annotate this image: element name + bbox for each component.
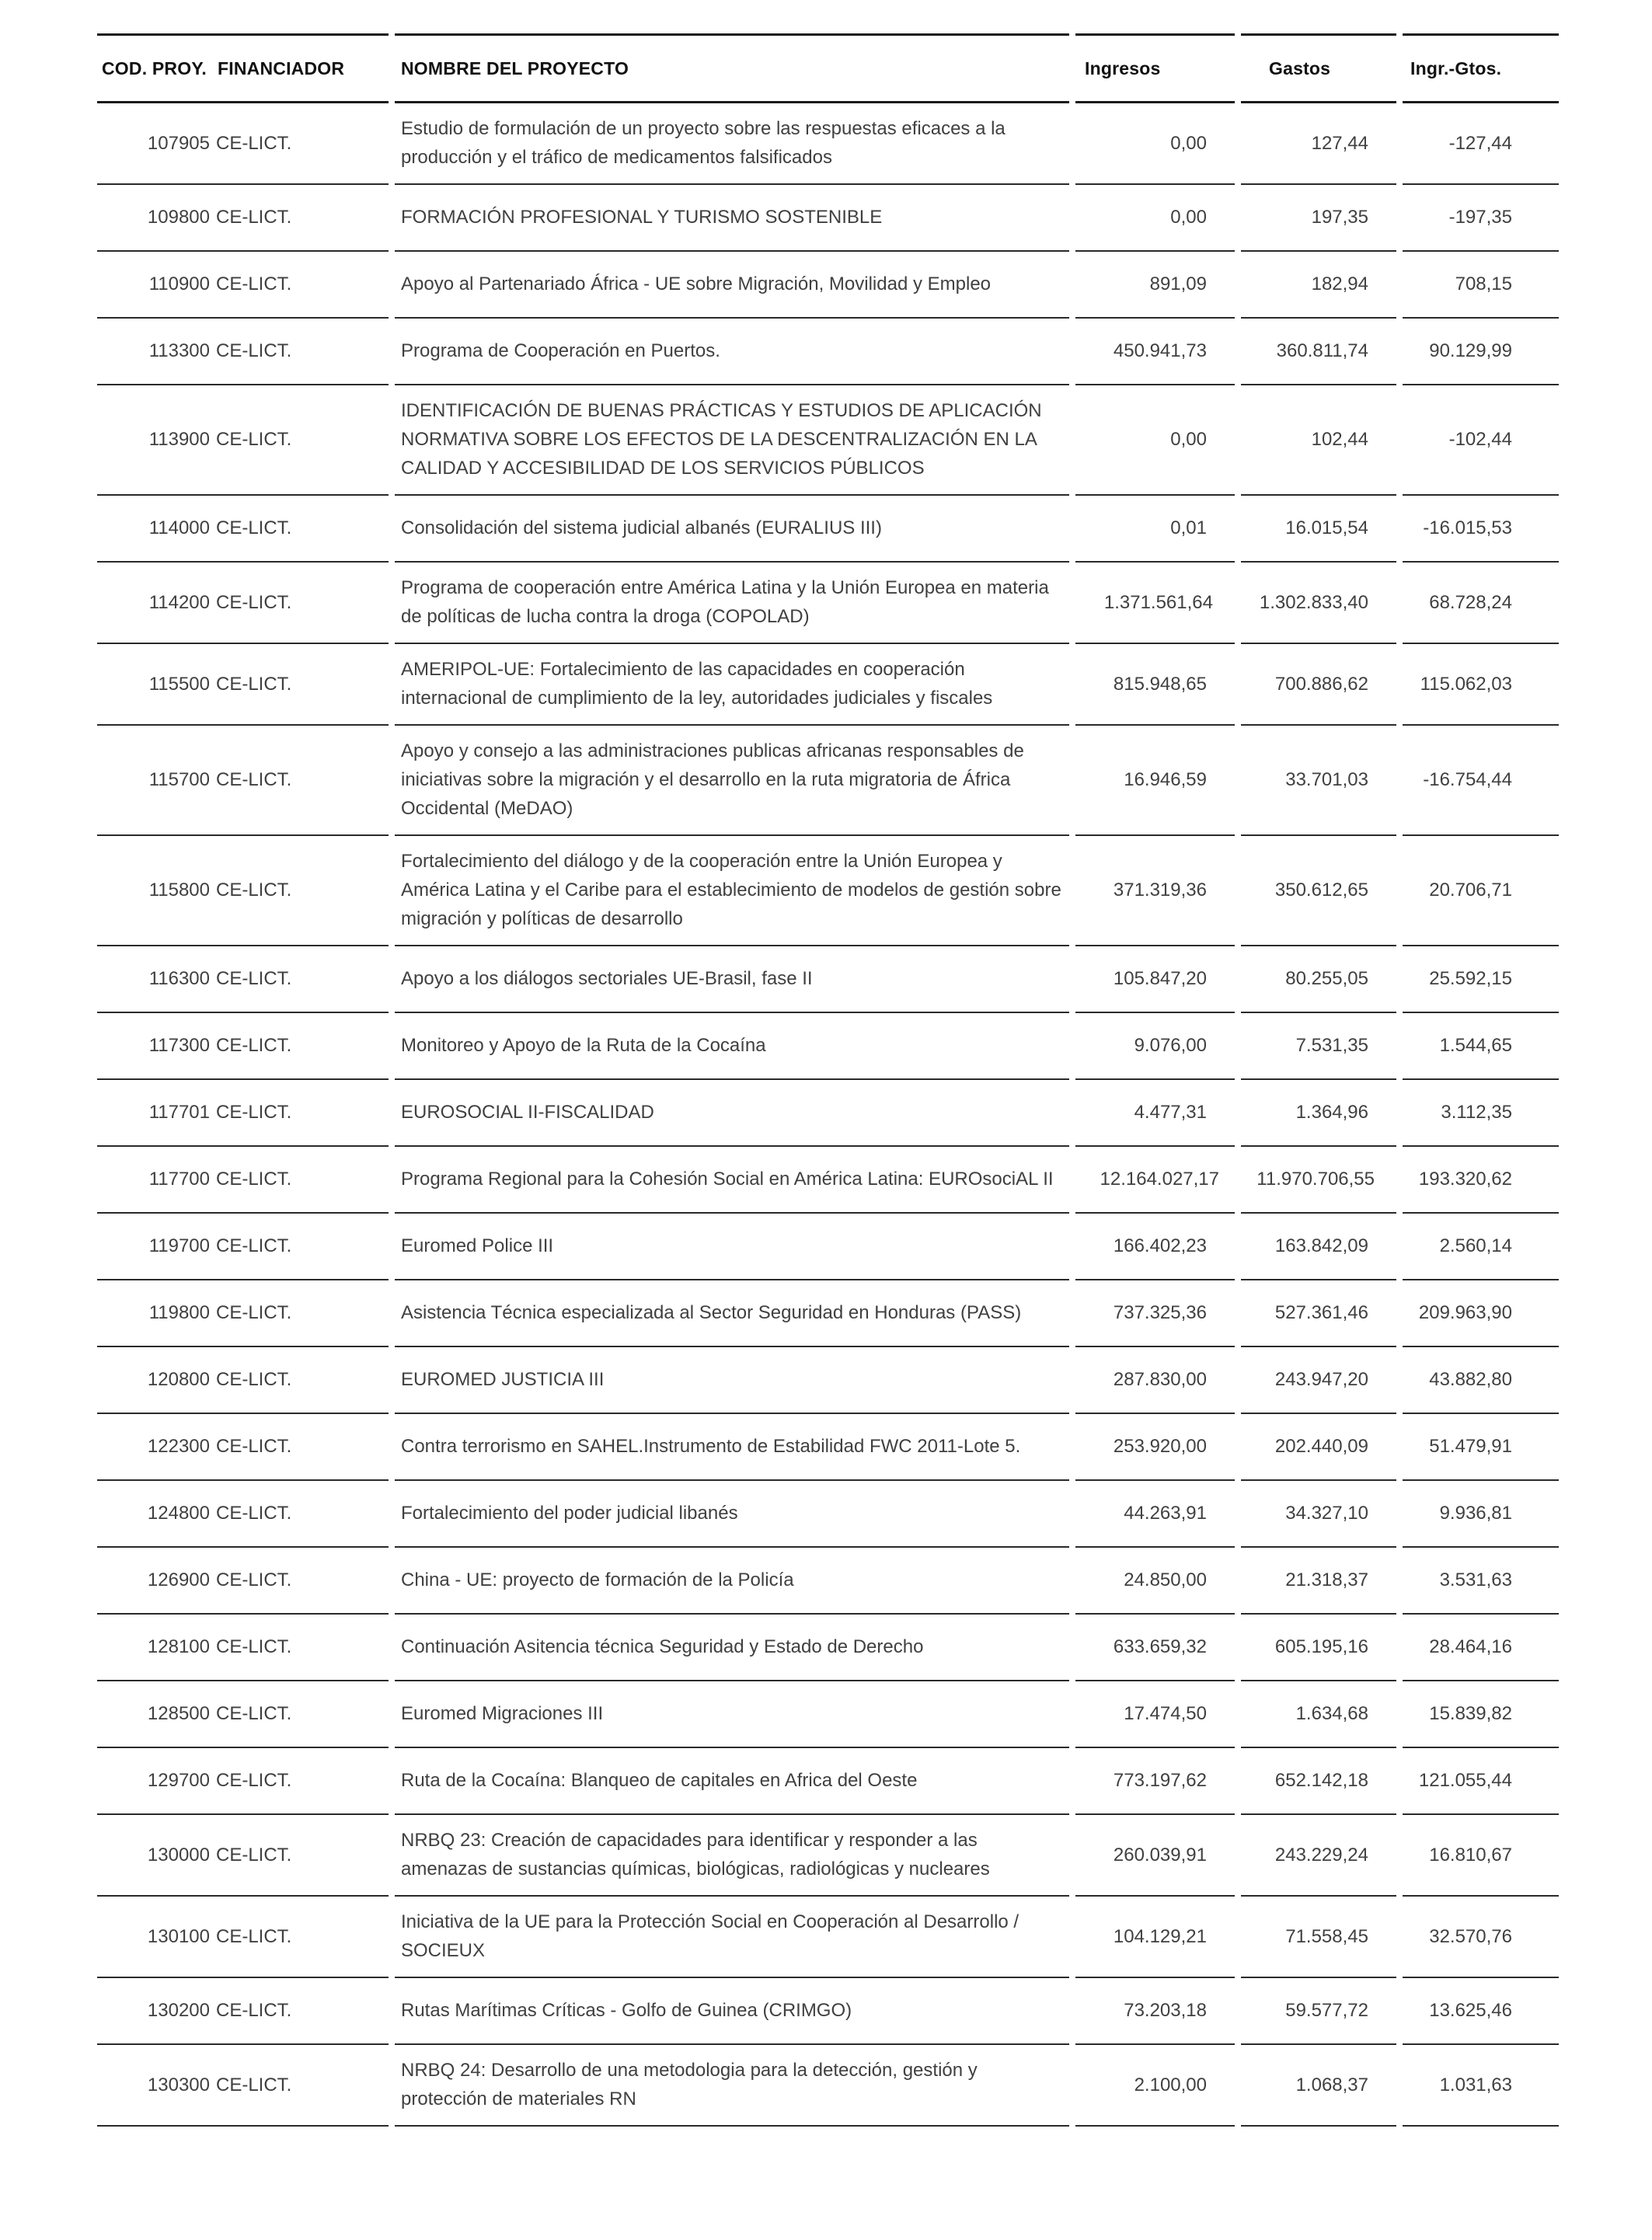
cell-funder: CE-LICT. <box>214 1896 392 1977</box>
cell-funder: CE-LICT. <box>214 2044 392 2126</box>
cell-project-name: Programa de cooperación entre América Latina y la Unión Europea en materia de políticas de lucha contra la droga (COPOLAD) <box>392 562 1072 643</box>
cell-difference: 13.625,46 <box>1399 1977 1559 2044</box>
cell-income: 1.371.561,64 <box>1072 562 1238 643</box>
cell-difference: 28.464,16 <box>1399 1614 1559 1681</box>
cell-income: 12.164.027,17 <box>1072 1146 1238 1213</box>
header-project-name: NOMBRE DEL PROYECTO <box>392 35 1072 103</box>
header-code: COD. PROY. <box>97 35 214 103</box>
cell-income: 815.948,65 <box>1072 643 1238 725</box>
table-row <box>97 1413 1559 1480</box>
cell-project-name: IDENTIFICACIÓN DE BUENAS PRÁCTICAS Y ESTUDIOS DE APLICACIÓN NORMATIVA SOBRE LOS EFECTOS DE LA DESCENTRALIZACIÓN EN LA CALIDAD Y ACCESIBILIDAD DE LOS SERVICIOS PÚBLICOS <box>392 385 1072 495</box>
cell-expenses: 33.701,03 <box>1238 725 1399 835</box>
cell-project-name: Programa de Cooperación en Puertos. <box>392 318 1072 385</box>
table-row <box>97 1146 1559 1213</box>
cell-funder: CE-LICT. <box>214 946 392 1012</box>
cell-project-name: Apoyo a los diálogos sectoriales UE-Brasil, fase II <box>392 946 1072 1012</box>
cell-code: 114200 <box>97 562 214 643</box>
table-row <box>97 1547 1559 1614</box>
table-row <box>97 725 1559 835</box>
cell-project-name: Apoyo al Partenariado África - UE sobre Migración, Movilidad y Empleo <box>392 251 1072 318</box>
cell-difference: 16.810,67 <box>1399 1814 1559 1896</box>
cell-difference: 3.531,63 <box>1399 1547 1559 1614</box>
cell-funder: CE-LICT. <box>214 1346 392 1413</box>
cell-income: 260.039,91 <box>1072 1814 1238 1896</box>
cell-code: 119800 <box>97 1280 214 1346</box>
cell-project-name: NRBQ 23: Creación de capacidades para identificar y responder a las amenazas de sustancias químicas, biológicas, radiológicas y nucleares <box>392 1814 1072 1896</box>
table-row <box>97 1012 1559 1079</box>
cell-funder: CE-LICT. <box>214 643 392 725</box>
cell-project-name: Ruta de la Cocaína: Blanqueo de capitales en Africa del Oeste <box>392 1747 1072 1814</box>
cell-project-name: EUROSOCIAL II-FISCALIDAD <box>392 1079 1072 1146</box>
cell-project-name: Asistencia Técnica especializada al Sector Seguridad en Honduras (PASS) <box>392 1280 1072 1346</box>
table-row <box>97 1747 1559 1814</box>
cell-difference: 68.728,24 <box>1399 562 1559 643</box>
table-row <box>97 1480 1559 1547</box>
cell-funder: CE-LICT. <box>214 835 392 946</box>
cell-income: 73.203,18 <box>1072 1977 1238 2044</box>
cell-code: 113300 <box>97 318 214 385</box>
cell-expenses: 1.634,68 <box>1238 1681 1399 1747</box>
cell-difference: -197,35 <box>1399 184 1559 251</box>
cell-expenses: 605.195,16 <box>1238 1614 1399 1681</box>
cell-expenses: 197,35 <box>1238 184 1399 251</box>
cell-difference: 1.031,63 <box>1399 2044 1559 2126</box>
cell-expenses: 360.811,74 <box>1238 318 1399 385</box>
cell-project-name: Continuación Asitencia técnica Seguridad y Estado de Derecho <box>392 1614 1072 1681</box>
cell-funder: CE-LICT. <box>214 1413 392 1480</box>
table-row <box>97 1977 1559 2044</box>
cell-code: 113900 <box>97 385 214 495</box>
table-row <box>97 643 1559 725</box>
cell-expenses: 1.302.833,40 <box>1238 562 1399 643</box>
cell-difference: 193.320,62 <box>1399 1146 1559 1213</box>
cell-difference: -127,44 <box>1399 103 1559 184</box>
cell-funder: CE-LICT. <box>214 495 392 562</box>
cell-income: 0,01 <box>1072 495 1238 562</box>
cell-code: 128100 <box>97 1614 214 1681</box>
cell-project-name: Programa Regional para la Cohesión Social en América Latina: EUROsociAL II <box>392 1146 1072 1213</box>
cell-expenses: 11.970.706,55 <box>1238 1146 1399 1213</box>
cell-code: 110900 <box>97 251 214 318</box>
cell-income: 450.941,73 <box>1072 318 1238 385</box>
header-difference: Ingr.-Gtos. <box>1399 35 1559 103</box>
cell-difference: 209.963,90 <box>1399 1280 1559 1346</box>
cell-funder: CE-LICT. <box>214 1747 392 1814</box>
cell-funder: CE-LICT. <box>214 1012 392 1079</box>
table-row <box>97 318 1559 385</box>
projects-table <box>97 33 1559 2127</box>
cell-funder: CE-LICT. <box>214 1146 392 1213</box>
table-row <box>97 103 1559 184</box>
cell-expenses: 182,94 <box>1238 251 1399 318</box>
cell-code: 115700 <box>97 725 214 835</box>
cell-expenses: 163.842,09 <box>1238 1213 1399 1280</box>
cell-project-name: Fortalecimiento del diálogo y de la cooperación entre la Unión Europea y América Latina y el Caribe para el establecimiento de modelos de gestión sobre migración y políticas de desarrollo <box>392 835 1072 946</box>
table-row <box>97 385 1559 495</box>
cell-code: 117701 <box>97 1079 214 1146</box>
cell-funder: CE-LICT. <box>214 1480 392 1547</box>
table-row <box>97 1814 1559 1896</box>
cell-funder: CE-LICT. <box>214 184 392 251</box>
cell-project-name: AMERIPOL-UE: Fortalecimiento de las capacidades en cooperación internacional de cumplimiento de la ley, autoridades judiciales y fiscales <box>392 643 1072 725</box>
cell-project-name: Euromed Migraciones III <box>392 1681 1072 1747</box>
cell-code: 130200 <box>97 1977 214 2044</box>
cell-funder: CE-LICT. <box>214 385 392 495</box>
cell-code: 115800 <box>97 835 214 946</box>
cell-project-name: Consolidación del sistema judicial albanés (EURALIUS III) <box>392 495 1072 562</box>
cell-code: 128500 <box>97 1681 214 1747</box>
cell-difference: 25.592,15 <box>1399 946 1559 1012</box>
cell-code: 107905 <box>97 103 214 184</box>
cell-expenses: 21.318,37 <box>1238 1547 1399 1614</box>
cell-income: 0,00 <box>1072 103 1238 184</box>
cell-difference: 32.570,76 <box>1399 1896 1559 1977</box>
cell-code: 129700 <box>97 1747 214 1814</box>
cell-expenses: 16.015,54 <box>1238 495 1399 562</box>
cell-income: 24.850,00 <box>1072 1547 1238 1614</box>
cell-expenses: 350.612,65 <box>1238 835 1399 946</box>
cell-income: 105.847,20 <box>1072 946 1238 1012</box>
cell-income: 371.319,36 <box>1072 835 1238 946</box>
cell-funder: CE-LICT. <box>214 1213 392 1280</box>
table-row <box>97 562 1559 643</box>
cell-income: 4.477,31 <box>1072 1079 1238 1146</box>
cell-code: 120800 <box>97 1346 214 1413</box>
cell-funder: CE-LICT. <box>214 103 392 184</box>
cell-income: 253.920,00 <box>1072 1413 1238 1480</box>
cell-code: 126900 <box>97 1547 214 1614</box>
cell-income: 737.325,36 <box>1072 1280 1238 1346</box>
table-row <box>97 1896 1559 1977</box>
cell-project-name: Contra terrorismo en SAHEL.Instrumento de Estabilidad FWC 2011-Lote 5. <box>392 1413 1072 1480</box>
cell-difference: -102,44 <box>1399 385 1559 495</box>
cell-funder: CE-LICT. <box>214 318 392 385</box>
cell-funder: CE-LICT. <box>214 1079 392 1146</box>
cell-expenses: 59.577,72 <box>1238 1977 1399 2044</box>
cell-income: 0,00 <box>1072 184 1238 251</box>
cell-code: 117300 <box>97 1012 214 1079</box>
cell-difference: -16.754,44 <box>1399 725 1559 835</box>
cell-expenses: 243.947,20 <box>1238 1346 1399 1413</box>
header-income: Ingresos <box>1072 35 1238 103</box>
cell-funder: CE-LICT. <box>214 1614 392 1681</box>
header-funder: FINANCIADOR <box>214 35 392 103</box>
cell-income: 633.659,32 <box>1072 1614 1238 1681</box>
cell-code: 116300 <box>97 946 214 1012</box>
cell-code: 122300 <box>97 1413 214 1480</box>
cell-project-name: Rutas Marítimas Críticas - Golfo de Guinea (CRIMGO) <box>392 1977 1072 2044</box>
cell-difference: 15.839,82 <box>1399 1681 1559 1747</box>
cell-funder: CE-LICT. <box>214 725 392 835</box>
cell-project-name: Apoyo y consejo a las administraciones publicas africanas responsables de iniciativas sobre la migración y el desarrollo en la ruta migratoria de África Occidental (MeDAO) <box>392 725 1072 835</box>
cell-code: 130100 <box>97 1896 214 1977</box>
table-row <box>97 946 1559 1012</box>
cell-difference: 43.882,80 <box>1399 1346 1559 1413</box>
table-row <box>97 835 1559 946</box>
cell-difference: 90.129,99 <box>1399 318 1559 385</box>
cell-code: 124800 <box>97 1480 214 1547</box>
cell-income: 0,00 <box>1072 385 1238 495</box>
table-row <box>97 2044 1559 2126</box>
cell-code: 117700 <box>97 1146 214 1213</box>
table-row <box>97 1681 1559 1747</box>
cell-expenses: 127,44 <box>1238 103 1399 184</box>
cell-difference: 51.479,91 <box>1399 1413 1559 1480</box>
cell-expenses: 1.068,37 <box>1238 2044 1399 2126</box>
cell-project-name: Monitoreo y Apoyo de la Ruta de la Cocaína <box>392 1012 1072 1079</box>
cell-difference: 121.055,44 <box>1399 1747 1559 1814</box>
table-header-row <box>97 35 1559 103</box>
cell-expenses: 80.255,05 <box>1238 946 1399 1012</box>
cell-income: 287.830,00 <box>1072 1346 1238 1413</box>
cell-income: 891,09 <box>1072 251 1238 318</box>
table-row <box>97 495 1559 562</box>
cell-income: 773.197,62 <box>1072 1747 1238 1814</box>
cell-income: 166.402,23 <box>1072 1213 1238 1280</box>
table-row <box>97 1614 1559 1681</box>
cell-difference: -16.015,53 <box>1399 495 1559 562</box>
cell-expenses: 527.361,46 <box>1238 1280 1399 1346</box>
cell-income: 17.474,50 <box>1072 1681 1238 1747</box>
cell-project-name: Fortalecimiento del poder judicial libanés <box>392 1480 1072 1547</box>
cell-difference: 2.560,14 <box>1399 1213 1559 1280</box>
table-row <box>97 251 1559 318</box>
cell-project-name: Iniciativa de la UE para la Protección Social en Cooperación al Desarrollo / SOCIEUX <box>392 1896 1072 1977</box>
cell-project-name: EUROMED JUSTICIA III <box>392 1346 1072 1413</box>
header-expenses: Gastos <box>1238 35 1399 103</box>
cell-difference: 115.062,03 <box>1399 643 1559 725</box>
cell-expenses: 34.327,10 <box>1238 1480 1399 1547</box>
cell-income: 16.946,59 <box>1072 725 1238 835</box>
cell-expenses: 7.531,35 <box>1238 1012 1399 1079</box>
cell-funder: CE-LICT. <box>214 1280 392 1346</box>
cell-code: 114000 <box>97 495 214 562</box>
cell-difference: 1.544,65 <box>1399 1012 1559 1079</box>
cell-difference: 3.112,35 <box>1399 1079 1559 1146</box>
cell-funder: CE-LICT. <box>214 1814 392 1896</box>
cell-expenses: 102,44 <box>1238 385 1399 495</box>
cell-income: 104.129,21 <box>1072 1896 1238 1977</box>
cell-code: 130000 <box>97 1814 214 1896</box>
cell-project-name: Euromed Police III <box>392 1213 1072 1280</box>
cell-funder: CE-LICT. <box>214 1547 392 1614</box>
cell-project-name: China - UE: proyecto de formación de la Policía <box>392 1547 1072 1614</box>
cell-expenses: 243.229,24 <box>1238 1814 1399 1896</box>
cell-difference: 20.706,71 <box>1399 835 1559 946</box>
cell-income: 9.076,00 <box>1072 1012 1238 1079</box>
cell-expenses: 202.440,09 <box>1238 1413 1399 1480</box>
cell-code: 115500 <box>97 643 214 725</box>
cell-project-name: Estudio de formulación de un proyecto sobre las respuestas eficaces a la producción y el tráfico de medicamentos falsificados <box>392 103 1072 184</box>
table-row <box>97 1346 1559 1413</box>
table-row <box>97 184 1559 251</box>
cell-difference: 9.936,81 <box>1399 1480 1559 1547</box>
cell-expenses: 1.364,96 <box>1238 1079 1399 1146</box>
table-row <box>97 1079 1559 1146</box>
cell-code: 130300 <box>97 2044 214 2126</box>
cell-funder: CE-LICT. <box>214 251 392 318</box>
cell-project-name: NRBQ 24: Desarrollo de una metodologia para la detección, gestión y protección de materiales RN <box>392 2044 1072 2126</box>
cell-funder: CE-LICT. <box>214 1977 392 2044</box>
cell-funder: CE-LICT. <box>214 562 392 643</box>
cell-difference: 708,15 <box>1399 251 1559 318</box>
cell-expenses: 71.558,45 <box>1238 1896 1399 1977</box>
table-row <box>97 1213 1559 1280</box>
table-row <box>97 1280 1559 1346</box>
cell-funder: CE-LICT. <box>214 1681 392 1747</box>
cell-project-name: FORMACIÓN PROFESIONAL Y TURISMO SOSTENIBLE <box>392 184 1072 251</box>
cell-code: 119700 <box>97 1213 214 1280</box>
cell-income: 44.263,91 <box>1072 1480 1238 1547</box>
cell-income: 2.100,00 <box>1072 2044 1238 2126</box>
cell-code: 109800 <box>97 184 214 251</box>
cell-expenses: 700.886,62 <box>1238 643 1399 725</box>
cell-expenses: 652.142,18 <box>1238 1747 1399 1814</box>
